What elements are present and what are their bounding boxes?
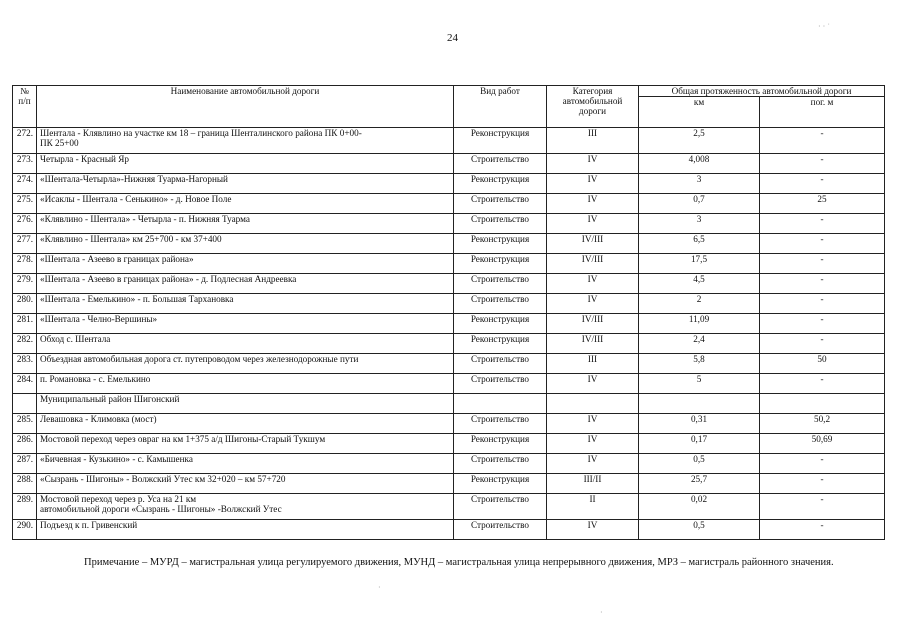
cell-km: 3: [639, 174, 760, 194]
cell-name: [37, 128, 454, 154]
cell-name: [37, 154, 454, 174]
table-row: [13, 520, 885, 540]
table-row: [13, 474, 885, 494]
cell-num: [13, 394, 37, 414]
cell-num: 287.: [13, 454, 37, 474]
cell-km: 6,5: [639, 234, 760, 254]
table-row: [13, 294, 885, 314]
cell-km: [639, 394, 760, 414]
cell-m: -: [760, 254, 885, 274]
cell-category: IV/III: [547, 254, 639, 274]
cell-num: 276.: [13, 214, 37, 234]
cell-km: 0,5: [639, 454, 760, 474]
cell-name-line: «Исаклы - Шентала - Сенькино» - д. Новое Поле: [40, 194, 232, 204]
cell-km: 3: [639, 214, 760, 234]
cell-category: IV: [547, 414, 639, 434]
cell-name-line: автомобильной дороги «Сызрань - Шигоны» -Волжский Утес: [40, 504, 282, 514]
cell-work: Строительство: [454, 194, 547, 214]
cell-name-line: п. Романовка - с. Емелькино: [40, 374, 151, 384]
cell-work: Строительство: [454, 454, 547, 474]
page-number: 24: [447, 32, 458, 44]
cell-num: 279.: [13, 274, 37, 294]
cell-m: 50: [760, 354, 885, 374]
cell-km: 4,008: [639, 154, 760, 174]
cell-category: III: [547, 128, 639, 154]
cell-name-line: Мостовой переход через р. Уса на 21 км: [40, 494, 197, 504]
cell-name-line: «Шентала - Челно-Вершины»: [40, 314, 158, 324]
table-row: [13, 494, 885, 520]
cell-category: IV: [547, 434, 639, 454]
cell-m: -: [760, 174, 885, 194]
cell-category: IV: [547, 274, 639, 294]
table-row: [13, 354, 885, 374]
cell-name: [37, 194, 454, 214]
cell-km: 0,5: [639, 520, 760, 540]
cell-num: 289.: [13, 494, 37, 520]
table-row: [13, 234, 885, 254]
cell-category: IV: [547, 294, 639, 314]
table-row: [13, 214, 885, 234]
cell-name: [37, 274, 454, 294]
cell-category: IV/III: [547, 314, 639, 334]
table-row: [13, 374, 885, 394]
cell-category: II: [547, 494, 639, 520]
cell-num: 284.: [13, 374, 37, 394]
header-length-group: Общая протяженность автомобильной дороги: [639, 86, 885, 97]
cell-m: 50,2: [760, 414, 885, 434]
cell-m: -: [760, 128, 885, 154]
cell-km: 2,5: [639, 128, 760, 154]
cell-name-line: Объездная автомобильная дорога ст. путепроводом через железнодорожные пути: [40, 354, 359, 364]
cell-work: Строительство: [454, 274, 547, 294]
cell-name-line: ПК 25+00: [40, 138, 79, 148]
cell-km: 0,17: [639, 434, 760, 454]
header-category: Категория автомобильной дороги: [547, 86, 639, 128]
cell-work: Строительство: [454, 294, 547, 314]
cell-km: 2,4: [639, 334, 760, 354]
cell-num: 285.: [13, 414, 37, 434]
cell-name: [37, 434, 454, 454]
cell-num: 281.: [13, 314, 37, 334]
cell-name: [37, 520, 454, 540]
cell-work: Строительство: [454, 414, 547, 434]
cell-work: Строительство: [454, 154, 547, 174]
cell-num: 275.: [13, 194, 37, 214]
cell-m: [760, 394, 885, 414]
cell-work: Реконструкция: [454, 234, 547, 254]
cell-work: [454, 394, 547, 414]
cell-name: [37, 354, 454, 374]
cell-name: [37, 334, 454, 354]
cell-name: [37, 414, 454, 434]
cell-work: Реконструкция: [454, 128, 547, 154]
cell-m: -: [760, 520, 885, 540]
cell-name: [37, 234, 454, 254]
scan-speck: ·: [378, 583, 381, 592]
table-row: [13, 128, 885, 154]
cell-name-line: «Бичевная - Кузькино» - с. Камышенка: [40, 454, 193, 464]
header-num: № п/п: [13, 86, 37, 128]
cell-category: IV/III: [547, 234, 639, 254]
footnote: Примечание – МУРД – магистральная улица регулируемого движения, МУНД – магистральная улица непрерывного движения, МРЗ – магистраль районного значения.: [84, 557, 834, 568]
cell-category: IV: [547, 374, 639, 394]
scan-speck: ·: [600, 608, 603, 617]
cell-category: III/II: [547, 474, 639, 494]
table-row: [13, 414, 885, 434]
cell-name: [37, 294, 454, 314]
cell-category: IV: [547, 194, 639, 214]
table-section-row: [13, 394, 885, 414]
cell-m: -: [760, 154, 885, 174]
cell-num: 282.: [13, 334, 37, 354]
cell-km: 5,8: [639, 354, 760, 374]
cell-name-line: «Сызрань - Шигоны» - Волжский Утес км 32+020 – км 57+720: [40, 474, 286, 484]
scan-speck: · · ˙: [818, 22, 830, 31]
cell-name-line: Обход с. Шентала: [40, 334, 111, 344]
cell-m: -: [760, 294, 885, 314]
cell-name-line: Муниципальный район Шигонский: [40, 394, 180, 404]
cell-m: -: [760, 334, 885, 354]
cell-work: Реконструкция: [454, 334, 547, 354]
cell-num: 286.: [13, 434, 37, 454]
table-row: [13, 254, 885, 274]
cell-name-line: «Клявлино - Шентала» - Четырла - п. Нижняя Туарма: [40, 214, 250, 224]
cell-name-line: Левашовка - Климовка (мост): [40, 414, 157, 424]
cell-km: 0,02: [639, 494, 760, 520]
cell-work: Строительство: [454, 494, 547, 520]
roads-table: [12, 85, 885, 540]
cell-name: [37, 214, 454, 234]
table-row: [13, 154, 885, 174]
header-name: Наименование автомобильной дороги: [37, 86, 454, 128]
cell-km: 11,09: [639, 314, 760, 334]
cell-category: IV: [547, 154, 639, 174]
cell-km: 0,31: [639, 414, 760, 434]
cell-name-line: «Шентала-Четырла»-Нижняя Туарма-Нагорный: [40, 174, 228, 184]
header-work: Вид работ: [454, 86, 547, 128]
cell-name: [37, 494, 454, 520]
header-km: км: [639, 97, 760, 128]
table-row: [13, 434, 885, 454]
table-row: [13, 194, 885, 214]
cell-name-line: Подъезд к п. Гривенский: [40, 520, 138, 530]
cell-work: Строительство: [454, 520, 547, 540]
cell-name: [37, 454, 454, 474]
cell-category: IV: [547, 520, 639, 540]
cell-name-line: Шентала - Клявлино на участке км 18 – граница Шенталинского района ПК 0+00-: [40, 128, 362, 138]
cell-category: III: [547, 354, 639, 374]
cell-num: 277.: [13, 234, 37, 254]
cell-name: [37, 374, 454, 394]
table-row: [13, 334, 885, 354]
cell-km: 4,5: [639, 274, 760, 294]
cell-name-line: Четырла - Красный Яр: [40, 154, 129, 164]
cell-num: 278.: [13, 254, 37, 274]
cell-num: 283.: [13, 354, 37, 374]
cell-km: 17,5: [639, 254, 760, 274]
cell-m: -: [760, 314, 885, 334]
cell-num: 280.: [13, 294, 37, 314]
cell-work: Реконструкция: [454, 474, 547, 494]
table-header-row: [13, 86, 885, 97]
table-row: [13, 314, 885, 334]
cell-m: -: [760, 494, 885, 520]
cell-m: 50,69: [760, 434, 885, 454]
cell-name-line: «Шентала - Азеево в границах района» - д. Подлесная Андреевка: [40, 274, 297, 284]
cell-work: Строительство: [454, 374, 547, 394]
header-m: пог. м: [760, 97, 885, 128]
cell-name: [37, 394, 454, 414]
cell-name: [37, 254, 454, 274]
cell-num: 274.: [13, 174, 37, 194]
cell-category: IV: [547, 174, 639, 194]
cell-work: Реконструкция: [454, 254, 547, 274]
cell-m: -: [760, 214, 885, 234]
cell-m: -: [760, 234, 885, 254]
cell-category: [547, 394, 639, 414]
cell-work: Строительство: [454, 214, 547, 234]
table-row: [13, 174, 885, 194]
cell-m: 25: [760, 194, 885, 214]
cell-work: Строительство: [454, 354, 547, 374]
cell-name: [37, 174, 454, 194]
cell-m: -: [760, 374, 885, 394]
cell-km: 25,7: [639, 474, 760, 494]
cell-km: 0,7: [639, 194, 760, 214]
cell-name-line: «Клявлино - Шентала» км 25+700 - км 37+400: [40, 234, 222, 244]
cell-num: 272.: [13, 128, 37, 154]
cell-num: 290.: [13, 520, 37, 540]
cell-category: IV: [547, 454, 639, 474]
cell-name-line: Мостовой переход через овраг на км 1+375 а/д Шигоны-Старый Тукшум: [40, 434, 326, 444]
cell-m: -: [760, 454, 885, 474]
cell-name-line: «Шентала - Емелькино» - п. Большая Тархановка: [40, 294, 234, 304]
cell-category: IV/III: [547, 334, 639, 354]
cell-work: Реконструкция: [454, 314, 547, 334]
cell-work: Реконструкция: [454, 434, 547, 454]
table-body: [13, 128, 885, 540]
table-row: [13, 274, 885, 294]
cell-m: -: [760, 474, 885, 494]
cell-km: 5: [639, 374, 760, 394]
cell-m: -: [760, 274, 885, 294]
cell-num: 288.: [13, 474, 37, 494]
cell-km: 2: [639, 294, 760, 314]
cell-category: IV: [547, 214, 639, 234]
cell-name: [37, 474, 454, 494]
cell-num: 273.: [13, 154, 37, 174]
cell-work: Реконструкция: [454, 174, 547, 194]
cell-name: [37, 314, 454, 334]
table-row: [13, 454, 885, 474]
cell-name-line: «Шентала - Азеево в границах района»: [40, 254, 194, 264]
